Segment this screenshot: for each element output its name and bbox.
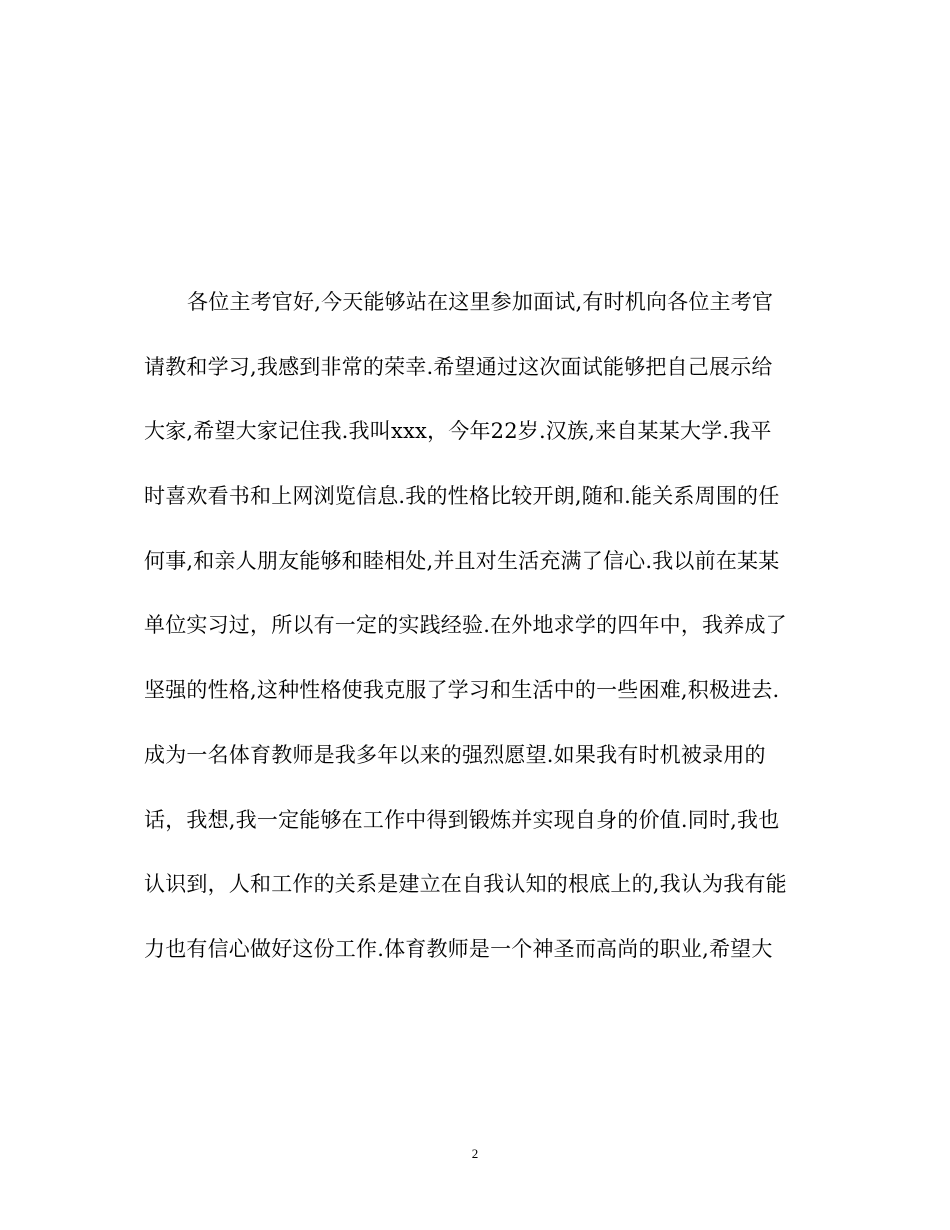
page-number: 2 — [471, 1146, 479, 1161]
body-paragraph — [144, 280, 814, 992]
text-line: 认识到，人和工作的关系是建立在自我认知的根底上的,我认为我有能 — [144, 872, 787, 897]
text-line: 力也有信心做好这份工作.体育教师是一个神圣而高尚的职业,希望大 — [144, 936, 773, 961]
text-line: 请教和学习,我感到非常的荣幸.希望通过这次面试能够把自己展示给 — [144, 354, 773, 379]
text-line: 各位主考官好,今天能够站在这里参加面试,有时机向各位主考官 — [187, 290, 774, 314]
text-line: 成为一名体育教师是我多年以来的强烈愿望.如果我有时机被录用的 — [144, 742, 766, 767]
text-line: 何事,和亲人朋友能够和睦相处,并且对生活充满了信心.我以前在某某 — [144, 548, 780, 573]
text-line: 话，我想,我一定能够在工作中得到锻炼并实现自身的价值.同时,我也 — [144, 807, 780, 832]
text-line: 大家,希望大家记住我.我叫xxx，今年22岁.汉族,来自某某大学.我平 — [144, 419, 772, 444]
text-line: 坚强的性格,这种性格使我克服了学习和生活中的一些困难,积极进去. — [144, 678, 780, 703]
text-line: 时喜欢看书和上网浏览信息.我的性格比较开朗,随和.能关系周围的任 — [144, 484, 780, 509]
text-line: 单位实习过，所以有一定的实践经验.在外地求学的四年中，我养成了 — [144, 613, 787, 638]
